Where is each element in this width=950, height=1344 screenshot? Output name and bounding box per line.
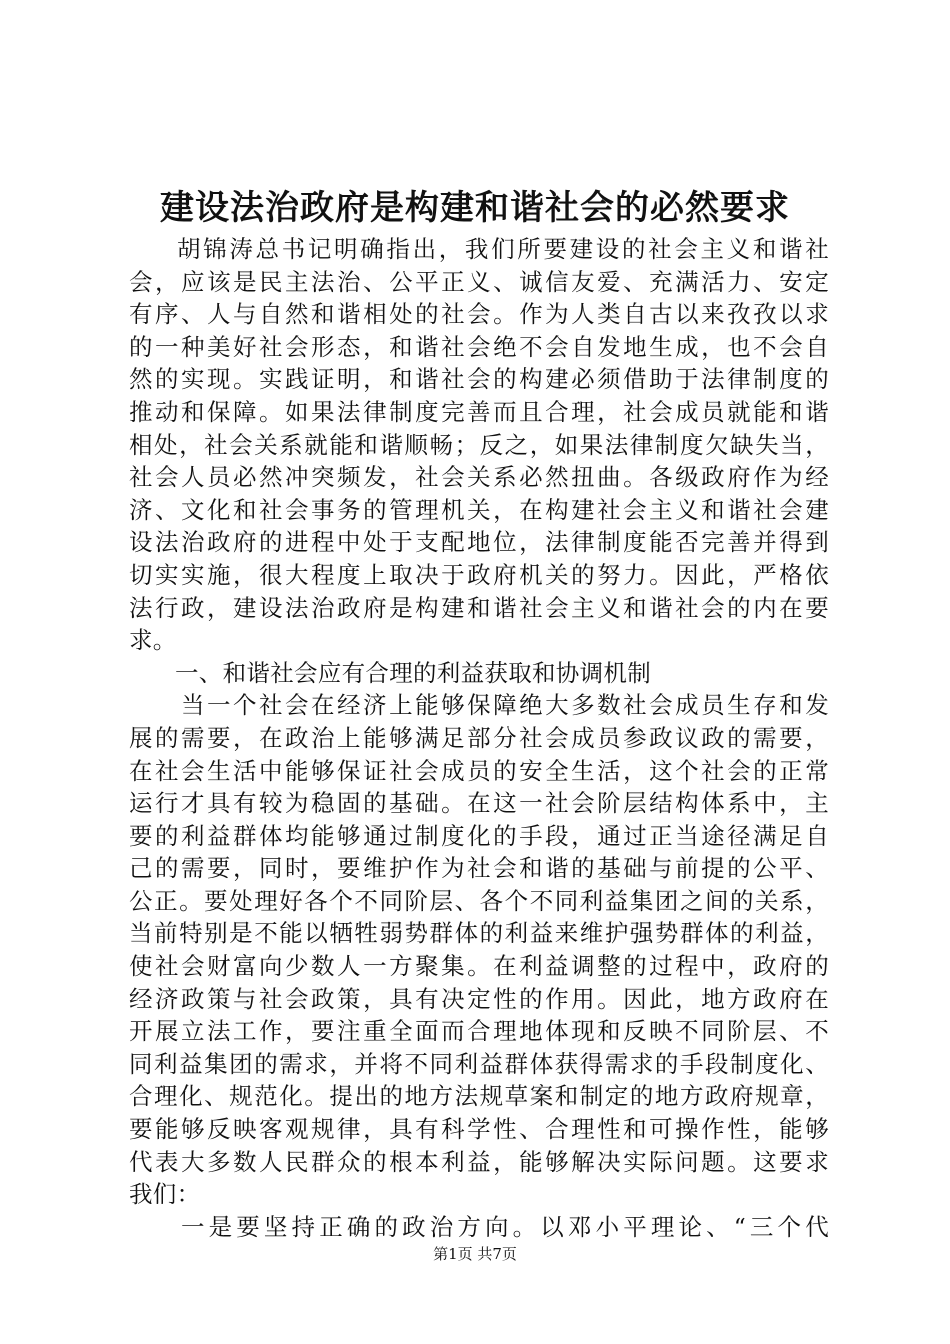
text-line: 同利益集团的需求，并将不同利益群体获得需求的手段制度化、	[129, 1049, 829, 1078]
text-line: 当前特别是不能以牺牲弱势群体的利益来维护强势群体的利益，	[129, 919, 829, 948]
document-body	[129, 233, 829, 1243]
text-line: 展的需要，在政治上能够满足部分社会成员参政议政的需要，	[129, 723, 829, 752]
document-title: 建设法治政府是构建和谐社会的必然要求	[160, 188, 790, 228]
text-line: 设法治政府的进程中处于支配地位，法律制度能否完善并得到	[129, 528, 829, 557]
text-line: 开展立法工作，要注重全面而合理地体现和反映不同阶层、不	[129, 1017, 829, 1046]
text-line: 济、文化和社会事务的管理机关，在构建社会主义和谐社会建	[129, 495, 829, 524]
text-line: 求。	[129, 626, 177, 655]
text-line: 合理化、规范化。提出的地方法规草案和制定的地方政府规章，	[129, 1082, 829, 1111]
text-line: 代表大多数人民群众的根本利益，能够解决实际问题。这要求	[129, 1147, 829, 1176]
text-line: 法行政，建设法治政府是构建和谐社会主义和谐社会的内在要	[129, 593, 829, 622]
text-line: 经济政策与社会政策，具有决定性的作用。因此，地方政府在	[129, 984, 829, 1013]
text-line: 的一种美好社会形态，和谐社会绝不会自发地生成，也不会自	[129, 332, 829, 361]
text-line: 社会人员必然冲突频发，社会关系必然扭曲。各级政府作为经	[129, 463, 829, 492]
text-line: 要能够反映客观规律，具有科学性、合理性和可操作性，能够	[129, 1115, 829, 1144]
text-line: 切实实施，很大程度上取决于政府机关的努力。因此，严格依	[129, 560, 829, 589]
text-line: 推动和保障。如果法律制度完善而且合理，社会成员就能和谐	[129, 397, 829, 426]
text-line: 有序、人与自然和谐相处的社会。作为人类自古以来孜孜以求	[129, 300, 829, 329]
section-heading: 一、和谐社会应有合理的利益获取和协调机制	[175, 658, 651, 687]
text-line: 会，应该是民主法治、公平正义、诚信友爱、充满活力、安定	[129, 267, 829, 296]
text-line: 当一个社会在经济上能够保障绝大多数社会成员生存和发	[181, 691, 829, 720]
text-line: 使社会财富向少数人一方聚集。在利益调整的过程中，政府的	[129, 952, 829, 981]
text-line: 运行才具有较为稳固的基础。在这一社会阶层结构体系中，主	[129, 789, 829, 818]
text-line: 在社会生活中能够保证社会成员的安全生活，这个社会的正常	[129, 756, 829, 785]
text-line: 相处，社会关系就能和谐顺畅；反之，如果法律制度欠缺失当，	[129, 430, 829, 459]
text-line: 胡锦涛总书记明确指出，我们所要建设的社会主义和谐社	[177, 235, 829, 263]
page-number: 第1页 共7页	[433, 1245, 517, 1263]
text-line: 我们：	[129, 1180, 201, 1209]
text-line: 一是要坚持正确的政治方向。以邓小平理论、“三个代	[181, 1212, 829, 1241]
text-line: 要的利益群体均能够通过制度化的手段，通过正当途径满足自	[129, 821, 829, 850]
text-line: 然的实现。实践证明，和谐社会的构建必须借助于法律制度的	[129, 365, 829, 394]
text-line: 己的需要，同时，要维护作为社会和谐的基础与前提的公平、	[129, 854, 829, 883]
text-line: 公正。要处理好各个不同阶层、各个不同利益集团之间的关系，	[129, 886, 829, 915]
